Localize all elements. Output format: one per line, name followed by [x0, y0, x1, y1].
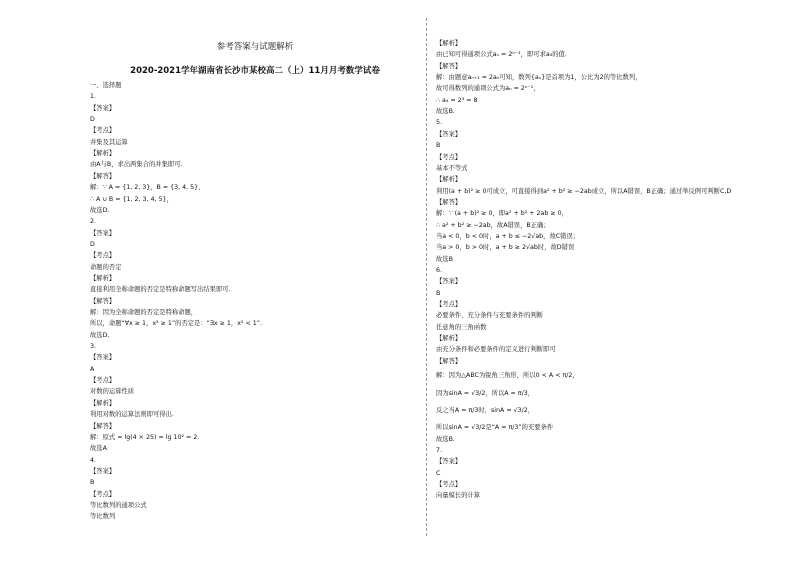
- text-line: 故可得数列的通项公式为aₙ = 2ⁿ⁻¹，: [436, 85, 540, 93]
- text-line: 基本不等式: [436, 164, 468, 172]
- text-line: 并集及其运算: [90, 138, 128, 146]
- text-line: 由A与B，求出两集合的并集即可.: [90, 161, 183, 169]
- text-line: 【答案】: [90, 467, 116, 475]
- text-line: 【考点】: [90, 377, 116, 385]
- text-line: 【解答】: [90, 297, 116, 305]
- text-line: 一、选择题: [90, 82, 122, 89]
- text-line: A: [90, 365, 95, 373]
- text-line: 故选B: [436, 255, 453, 263]
- text-line: 由充分条件和必要条件的定义进行判断即可: [436, 346, 556, 354]
- text-line: 所以，命题“∀x ≥ 1，x² ≥ 1”的否定是：“∃x ≥ 1，x² < 1”.: [90, 320, 262, 328]
- text-line: 故选B.: [436, 108, 455, 116]
- text-line: 4.: [90, 456, 97, 464]
- text-line: 【答案】: [90, 104, 116, 112]
- text-line: 故选D.: [90, 331, 110, 339]
- text-line: 【考点】: [90, 490, 116, 498]
- text-line: 解：因为△ABC为锐角三角形，所以0 < A < π/2，: [436, 372, 579, 380]
- text-line: 所以sinA = √3/2是“A = π/3”的充要条件: [436, 424, 554, 432]
- text-line: 3.: [90, 343, 97, 351]
- text-line: 【考点】: [436, 480, 462, 488]
- text-line: 等比数列的通项公式: [90, 501, 147, 509]
- text-line: ∴ a₄ = 2³ = 8: [436, 96, 478, 104]
- text-line: B: [90, 479, 95, 487]
- text-line: 故选D.: [90, 206, 110, 214]
- text-line: 由已知可得通项公式aₙ = 2ⁿ⁻¹，即可求a₄的值.: [436, 51, 567, 59]
- text-line: 【解答】: [90, 422, 116, 430]
- text-line: 【答案】: [90, 354, 116, 362]
- text-line: 【解答】: [436, 62, 462, 70]
- text-line: 【答案】: [436, 458, 462, 466]
- text-line: B: [436, 142, 441, 150]
- text-line: 5.: [436, 119, 443, 127]
- text-line: 【答案】: [90, 229, 116, 237]
- text-line: 【解析】: [90, 274, 116, 282]
- text-line: 1.: [90, 93, 97, 101]
- text-line: 解：∵ (a + b)² ≥ 0，即a² + b² + 2ab ≥ 0，: [436, 210, 568, 218]
- text-line: 直接利用全称命题的否定是特称命题写出结果即可.: [90, 286, 231, 294]
- text-line: 6.: [436, 267, 443, 274]
- text-line: 当a < 0，b < 0时，a + b ≤ −2√ab，故C错误；: [436, 232, 580, 240]
- text-line: 解：由题意aₙ₊₁ = 2aₙ可知，数列{aₙ}是首项为1，公比为2的等比数列，: [436, 74, 642, 82]
- text-line: 故选B.: [436, 435, 455, 443]
- text-line: ∴ a² + b² ≥ −2ab，故A错误，B正确；: [436, 221, 550, 229]
- text-line: 【解析】: [436, 335, 462, 343]
- text-line: 【考点】: [90, 252, 116, 260]
- text-line: 命题的否定: [90, 263, 122, 271]
- text-line: 【解析】: [436, 176, 462, 184]
- text-line: 解：∵ A = {1, 2, 3}，B = {3, 4, 5}，: [90, 184, 205, 192]
- text-line: 必要条件、充分条件与充要条件的判断: [436, 312, 544, 320]
- text-line: 【解答】: [436, 198, 462, 206]
- text-line: 利用对数的运算法则即可得出.: [90, 411, 174, 419]
- text-line: 【解析】: [90, 150, 116, 158]
- text-line: D: [90, 240, 95, 248]
- text-line: 向量模长的计算: [436, 492, 481, 500]
- column-divider: [426, 18, 427, 536]
- text-line: 对数的运算性质: [90, 388, 135, 396]
- text-line: 解：因为全称命题的否定是特称命题，: [90, 309, 198, 316]
- text-line: 反之当A = π/3时，sinA = √3/2，: [436, 406, 535, 414]
- text-line: 【解答】: [436, 357, 462, 365]
- document-title: 参考答案与试题解析: [216, 42, 294, 52]
- text-line: 2.: [90, 218, 97, 226]
- text-line: 因为sinA = √3/2，所以A = π/3，: [436, 389, 535, 397]
- text-line: 【解析】: [436, 40, 462, 47]
- text-line: D: [90, 116, 95, 124]
- text-line: 【答案】: [436, 130, 462, 138]
- text-line: 利用(a + b)² ≥ 0可成立，可直接得到a² + b² ≥ −2ab成立，所以A错误，B正确；通过举反例可判断C,D: [436, 187, 732, 195]
- text-line: 当a > 0，b > 0时，a + b ≥ 2√ab时，故D错误: [436, 244, 575, 252]
- text-line: 7.: [436, 446, 443, 454]
- text-line: B: [436, 289, 441, 297]
- text-line: 【考点】: [436, 153, 462, 161]
- text-line: 【考点】: [90, 127, 116, 135]
- text-line: 【解答】: [90, 172, 116, 180]
- text-line: 【答案】: [436, 278, 462, 286]
- text-line: 任意角的三角函数: [436, 323, 487, 331]
- text-line: 【解析】: [90, 399, 116, 407]
- text-line: ∴ A ∪ B = {1, 2, 3, 4, 5}，: [90, 195, 173, 203]
- text-line: 故选A: [90, 445, 107, 453]
- text-line: C: [436, 469, 441, 477]
- text-line: 解：原式 = lg(4 × 25) = lg 10² = 2.: [90, 433, 200, 441]
- document-subtitle: 2020-2021学年湖南省长沙市某校高二（上）11月月考数学试卷: [130, 66, 380, 76]
- text-line: 等比数列: [90, 513, 116, 521]
- text-line: 【考点】: [436, 301, 462, 309]
